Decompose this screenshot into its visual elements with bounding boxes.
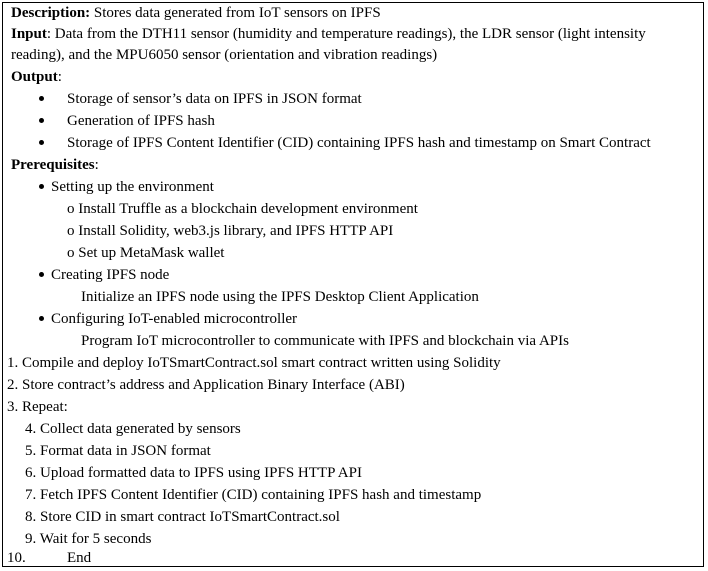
prereq-group-title: Setting up the environment (51, 179, 214, 195)
prereq-subitem: o Install Truffle as a blockchain development environment (67, 201, 418, 217)
prereq-bullet-icon (39, 177, 44, 199)
output-item: Storage of sensor’s data on IPFS in JSON format (67, 91, 362, 107)
output-bullet-icon (39, 133, 44, 155)
output-item: Generation of IPFS hash (67, 113, 215, 129)
sub-marker: o (67, 201, 75, 217)
prereq-detail: Program IoT microcontroller to communicate with IPFS and blockchain via APIs (81, 333, 569, 349)
step-text: Store CID in smart contract IoTSmartContract.sol (40, 509, 340, 525)
step-text: Upload formatted data to IPFS using IPFS HTTP API (40, 465, 362, 481)
output-label: Output (11, 69, 58, 85)
step-text: Fetch IPFS Content Identifier (CID) containing IPFS hash and timestamp (40, 487, 482, 503)
prereq-detail: Initialize an IPFS node using the IPFS Desktop Client Application (81, 289, 479, 305)
input-label: Input (11, 26, 47, 42)
input-line-1 (11, 24, 646, 46)
step-line (25, 463, 362, 485)
step-line (7, 375, 405, 397)
step-number: 6. (25, 465, 37, 481)
prereq-group-title: Configuring IoT-enabled microcontroller (51, 311, 298, 327)
step-text: Store contract’s address and Application Binary Interface (ABI) (22, 377, 405, 393)
step-line (25, 419, 241, 441)
description-text: Stores data generated from IoT sensors on IPFS (90, 5, 381, 21)
description-label: Description: (11, 5, 91, 21)
input-line-2: reading), and the MPU6050 sensor (orientation and vibration readings) (11, 47, 438, 63)
step-text: Collect data generated by sensors (40, 421, 241, 437)
step-number: 2. (7, 377, 19, 393)
description-line (11, 3, 381, 25)
step-text: End (67, 550, 92, 566)
input-text-1: : Data from the DTH11 sensor (humidity and temperature readings), the LDR sensor (light intensity (46, 26, 646, 42)
step-number: 7. (25, 487, 37, 503)
algorithm-box (2, 2, 704, 567)
step-line (25, 507, 340, 529)
output-item: Storage of IPFS Content Identifier (CID) containing IPFS hash and timestamp on Smart Contract (67, 135, 651, 151)
step-line (25, 441, 211, 463)
step-line (25, 485, 481, 507)
prereq-subitem: o Install Solidity, web3.js library, and IPFS HTTP API (67, 223, 394, 239)
prereq-subitem: o Set up MetaMask wallet (67, 245, 225, 261)
prerequisites-heading (11, 155, 99, 177)
step-number: 8. (25, 509, 37, 525)
step-text: Compile and deploy IoTSmartContract.sol smart contract written using Solidity (22, 355, 501, 371)
step-line (7, 353, 501, 375)
prereq-bullet-icon (39, 309, 44, 331)
step-text: Format data in JSON format (40, 443, 211, 459)
sub-marker: o (67, 223, 75, 239)
output-colon: : (57, 69, 62, 85)
step-number: 5. (25, 443, 37, 459)
step-number: 10. (7, 550, 26, 566)
step-number: 4. (25, 421, 37, 437)
sub-marker: o (67, 245, 75, 261)
step-text: Wait for 5 seconds (39, 531, 152, 547)
output-heading (11, 67, 62, 89)
output-bullet-icon (39, 89, 44, 111)
step-number: 1. (7, 355, 19, 371)
prereq-group-title: Creating IPFS node (51, 267, 170, 283)
step-text: Repeat: (22, 399, 68, 415)
step-line (7, 397, 68, 419)
prereq-bullet-icon (39, 265, 44, 287)
output-bullet-icon (39, 111, 44, 133)
prerequisites-label: Prerequisites (11, 157, 95, 173)
step-number: 9. (25, 531, 37, 547)
prerequisites-colon: : (94, 157, 99, 173)
step-number: 3. (7, 399, 19, 415)
